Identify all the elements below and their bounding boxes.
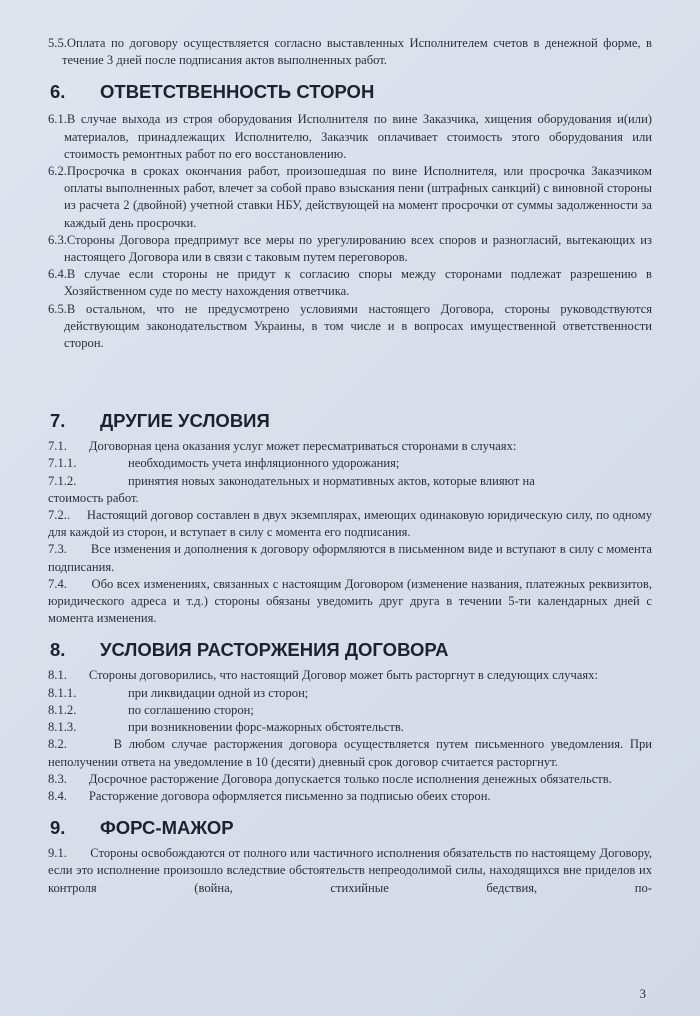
clause-text: при возникновении форс-мажорных обстоятельств.	[128, 720, 404, 735]
document-body	[48, 35, 656, 897]
clause-6-4: 6.4.В случае если стороны не придут к согласию споры между сторонами подлежат разрешению в Хозяйственном суде по месту нахождения ответчика.	[48, 267, 652, 299]
clause-7-4: 7.4. Обо всех изменениях, связанных с настоящим Договором (изменение названия, платежных реквизитов, юридического адреса и т.д.) стороны обязаны уведомить друг друга в течении 5-ти календарных дней с момента изменения.	[48, 576, 656, 626]
clause-7-2: 7.2.. Настоящий договор составлен в двух экземплярах, имеющих одинаковую юридическую силу, по одному для каждой из сторон, и вступает в силу с момента его подписания.	[48, 508, 656, 540]
clause-text: необходимость учета инфляционного удорожания;	[128, 456, 400, 471]
section-number: 7.	[50, 410, 66, 432]
section-title: ФОРС-МАЖОР	[100, 817, 234, 839]
clause-8-4: 8.4. Расторжение договора оформляется письменно за подписью обеих сторон.	[48, 788, 491, 803]
clause-8-1-2	[48, 702, 652, 719]
clause-number: 8.1.3.	[48, 720, 77, 735]
clause-8-1-1	[48, 685, 652, 702]
clause-8-1: 8.1. Стороны договорились, что настоящий Договор может быть расторгнут в следующих случаях:	[48, 668, 598, 683]
clause-number: 8.1.2.	[48, 702, 77, 717]
section-number: 8.	[50, 639, 66, 661]
section-title: ОТВЕТСТВЕННОСТЬ СТОРОН	[100, 81, 375, 103]
section-7-heading	[48, 408, 652, 434]
clause-number: 7.1.2.	[48, 473, 77, 488]
section-6-heading	[48, 79, 652, 105]
section-number: 9.	[50, 817, 66, 839]
section-9-heading	[48, 815, 652, 841]
clause-6-3: 6.3.Стороны Договора предпримут все меры по урегулированию всех споров и разногласий, вытекающих из настоящего Договора или в связи с таковым путем переговоров.	[48, 232, 652, 265]
clause-9-1: 9.1. Стороны освобождаются от полного или частичного исполнения обязательств по настоящему Договору, если это исполнение произошло вследствие обстоятельств непреодолимой силы, находящихся вне приделов их контроля (война, стихийные бедствия, по-	[48, 846, 656, 895]
clause-text: принятия новых законодательных и нормативных актов, которые влияют на	[128, 473, 535, 488]
clause-7-1-2	[48, 473, 652, 490]
clause-8-2: 8.2. В любом случае расторжения договора осуществляется путем письменного уведомления. При неполучении ответа на уведомление в 10 (десяти) дневный срок договор считается расторгнут.	[48, 737, 656, 769]
clause-6-1: 6.1.В случае выхода из строя оборудования Исполнителя по вине Заказчика, хищения оборудования и(или) материалов, принадлежащих Исполнителю, Заказчик оплачивает стоимость этого оборудования или стоимость ремонтных работ по его восстановлению.	[48, 112, 652, 161]
section-number: 6.	[50, 81, 66, 103]
clause-7-3: 7.3. Все изменения и дополнения к договору оформляются в письменном виде и вступают в силу с момента подписания.	[48, 542, 656, 574]
section-title: ДРУГИЕ УСЛОВИЯ	[100, 410, 270, 432]
clause-6-2: 6.2.Просрочка в сроках окончания работ, произошедшая по вине Исполнителя, или просрочка Заказчиком оплаты выполненных работ, влечет за собой право взыскания пени (штрафных санкций) с виновной стороны из расчета 2 (двойной) учетной ставки НБУ, действующей на момент просрочки от суммы задолженности за каждый день просрочки.	[48, 164, 652, 230]
page-number: 3	[639, 986, 646, 1001]
clause-8-1-3	[48, 719, 652, 736]
clause-8-3: 8.3. Досрочное расторжение Договора допускается только после исполнения денежных обязательств.	[48, 771, 612, 786]
clause-7-1-2-continued: стоимость работ.	[48, 490, 139, 505]
clause-7-1: 7.1. Договорная цена оказания услуг может пересматриваться сторонами в случаях:	[48, 439, 517, 454]
section-8-heading	[48, 637, 652, 663]
clause-number: 7.1.1.	[48, 456, 77, 471]
clause-6-5: 6.5.В остальном, что не предусмотрено условиями настоящего Договора, стороны руководствуются действующим законодательством Украины, в том числе и в вопросах имущественной ответственности сторон.	[48, 301, 652, 351]
clause-text: при ликвидации одной из сторон;	[128, 685, 309, 700]
clause-5-5: 5.5.Оплата по договору осуществляется согласно выставленных Исполнителем счетов в денежной форме, в течение 3 дней после подписания актов выполненных работ.	[48, 36, 652, 68]
clause-text: по соглашению сторон;	[128, 702, 254, 717]
section-title: УСЛОВИЯ РАСТОРЖЕНИЯ ДОГОВОРА	[100, 639, 449, 661]
clause-7-1-1	[48, 455, 652, 472]
clause-number: 8.1.1.	[48, 685, 77, 700]
